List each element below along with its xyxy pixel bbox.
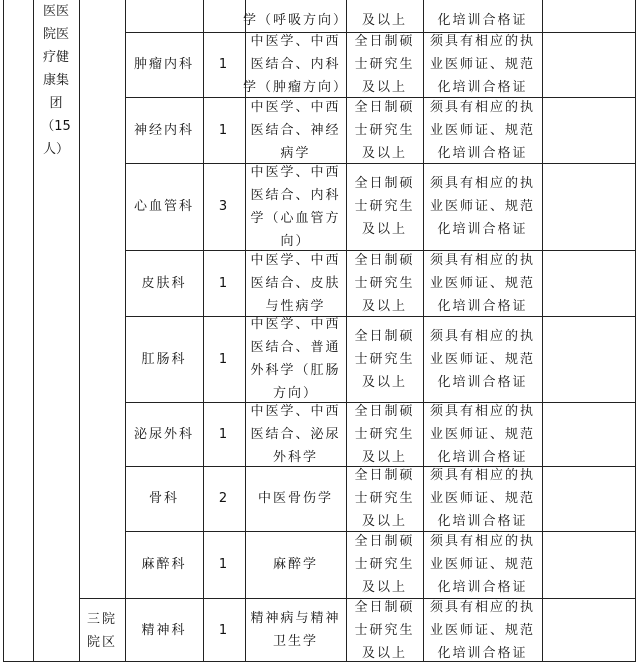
dept-cell xyxy=(125,250,203,316)
campus-name-line: 院区 xyxy=(86,635,117,650)
dept-cell xyxy=(125,402,203,466)
major-cell xyxy=(243,0,349,32)
major-cell xyxy=(245,250,346,316)
education-cell-line: 及以上 xyxy=(361,13,407,28)
major-cell xyxy=(245,97,346,163)
major-cell xyxy=(245,531,346,598)
major-cell xyxy=(245,316,346,402)
requirement-cell xyxy=(423,97,542,163)
major-cell-line: 方向） xyxy=(272,386,318,401)
count-cell xyxy=(203,598,245,662)
education-cell-line: 士研究生 xyxy=(354,57,415,72)
education-cell xyxy=(346,32,423,97)
dept-cell xyxy=(125,531,203,598)
count-cell xyxy=(203,531,245,598)
requirement-cell-line: 化培训合格证 xyxy=(437,13,528,28)
requirement-cell-line: 化培训合格证 xyxy=(437,645,528,661)
education-cell-line: 及以上 xyxy=(361,298,407,314)
education-cell-line: 及以上 xyxy=(361,449,407,465)
education-cell-line: 士研究生 xyxy=(354,557,415,572)
education-cell-line: 全日制硕 xyxy=(354,34,415,49)
dept-cell-line: 肛肠科 xyxy=(141,351,187,367)
unit-name-line: 人） xyxy=(42,142,69,157)
education-cell-line: 士研究生 xyxy=(354,491,415,506)
major-cell-line: 医结合、普通 xyxy=(250,340,341,355)
requirement-cell-line: 须具有相应的执 xyxy=(429,328,535,344)
requirement-cell-line: 须具有相应的执 xyxy=(429,403,535,419)
requirement-cell xyxy=(423,250,542,316)
campus-name xyxy=(80,600,124,662)
education-cell-line: 全日制硕 xyxy=(354,403,415,419)
count-cell-line: 3 xyxy=(218,199,230,214)
requirement-cell-line: 化培训合格证 xyxy=(437,514,528,529)
education-cell-line: 士研究生 xyxy=(354,275,415,291)
column-line xyxy=(79,0,80,662)
major-cell-line: 学（呼吸方向） xyxy=(243,13,349,28)
column-line xyxy=(635,0,636,662)
major-cell-line: 医结合、内科 xyxy=(250,57,341,72)
requirement-cell xyxy=(423,402,542,466)
requirement-cell-line: 业医师证、规范 xyxy=(429,557,535,572)
education-cell xyxy=(346,316,423,402)
count-cell-line: 1 xyxy=(218,122,230,138)
count-cell xyxy=(203,316,245,402)
major-cell-line: 中医学、中西 xyxy=(250,164,341,180)
requirement-cell-line: 须具有相应的执 xyxy=(429,599,535,615)
education-cell xyxy=(346,598,423,662)
dept-cell-line: 泌尿外科 xyxy=(133,426,194,442)
count-cell xyxy=(203,0,245,32)
major-cell-line: 向） xyxy=(280,233,311,249)
education-cell xyxy=(346,250,423,316)
dept-cell-line: 神经内科 xyxy=(133,122,194,138)
count-cell-line: 1 xyxy=(218,351,230,367)
requirement-cell xyxy=(423,598,542,662)
major-cell-line: 精神病与精神 xyxy=(250,611,341,626)
count-cell xyxy=(203,250,245,316)
requirement-cell-line: 化培训合格证 xyxy=(437,222,528,237)
major-cell-line: 中医学、中西 xyxy=(250,403,341,419)
education-cell-line: 全日制硕 xyxy=(354,328,415,344)
education-cell-line: 士研究生 xyxy=(354,122,415,138)
unit-name-line: 医医 xyxy=(42,4,69,19)
unit-name-line: 疗健 xyxy=(42,50,69,65)
education-cell-line: 全日制硕 xyxy=(354,534,415,549)
dept-cell xyxy=(125,97,203,163)
requirement-cell-line: 业医师证、规范 xyxy=(429,199,535,214)
major-cell xyxy=(243,32,349,97)
major-cell-line: 学（心血管方 xyxy=(250,210,341,226)
education-cell-line: 全日制硕 xyxy=(354,252,415,268)
dept-cell xyxy=(125,598,203,662)
count-cell xyxy=(203,32,245,97)
unit-name xyxy=(33,0,79,161)
requirement-cell-line: 须具有相应的执 xyxy=(429,534,535,549)
education-cell-line: 及以上 xyxy=(361,374,407,390)
education-cell-line: 全日制硕 xyxy=(354,99,415,115)
dept-cell-line: 骨科 xyxy=(148,491,179,506)
count-cell-line: 1 xyxy=(218,275,230,291)
major-cell-line: 中医学、中西 xyxy=(250,99,341,115)
education-cell-line: 士研究生 xyxy=(354,351,415,367)
education-cell-line: 及以上 xyxy=(361,514,407,529)
requirement-cell xyxy=(423,32,542,97)
count-cell xyxy=(203,466,245,531)
requirement-cell-line: 业医师证、规范 xyxy=(429,622,535,638)
education-cell-line: 及以上 xyxy=(361,222,407,237)
count-cell-line: 1 xyxy=(218,426,230,442)
education-cell-line: 全日制硕 xyxy=(354,599,415,615)
requirement-cell-line: 化培训合格证 xyxy=(437,298,528,314)
dept-cell xyxy=(125,163,203,250)
dept-cell-line: 麻醉科 xyxy=(141,557,187,572)
count-cell-line: 1 xyxy=(218,622,230,638)
requirement-cell-line: 业医师证、规范 xyxy=(429,491,535,506)
major-cell-line: 中医学、中西 xyxy=(250,317,341,332)
major-cell xyxy=(245,466,346,531)
requirement-cell-line: 须具有相应的执 xyxy=(429,99,535,115)
dept-cell xyxy=(125,32,203,97)
dept-cell xyxy=(125,0,203,32)
requirement-cell-line: 化培训合格证 xyxy=(437,580,528,595)
major-cell-line: 学（肿瘤方向） xyxy=(243,80,349,95)
major-cell-line: 卫生学 xyxy=(272,634,318,649)
requirement-cell-line: 须具有相应的执 xyxy=(429,34,535,49)
major-cell-line: 中医骨伤学 xyxy=(257,491,333,506)
unit-name-line: 院医 xyxy=(42,27,69,42)
major-cell xyxy=(245,598,346,662)
education-cell-line: 及以上 xyxy=(361,145,407,161)
count-cell-line: 2 xyxy=(218,491,230,506)
major-cell-line: 中医学、中西 xyxy=(250,252,341,268)
education-cell-line: 及以上 xyxy=(361,80,407,95)
count-cell xyxy=(203,163,245,250)
education-cell xyxy=(346,163,423,250)
count-cell-line: 1 xyxy=(218,557,230,572)
unit-name-line: 团 xyxy=(49,96,63,111)
requirement-cell xyxy=(423,316,542,402)
requirement-cell xyxy=(423,531,542,598)
education-cell xyxy=(346,0,423,32)
major-cell xyxy=(245,163,346,250)
requirement-cell-line: 业医师证、规范 xyxy=(429,57,535,72)
dept-cell xyxy=(125,316,203,402)
major-cell-line: 外科学 xyxy=(272,449,318,465)
column-line xyxy=(3,0,4,662)
requirement-cell-line: 化培训合格证 xyxy=(437,80,528,95)
major-cell-line: 病学 xyxy=(280,145,311,161)
major-cell-line: 医结合、皮肤 xyxy=(250,275,341,291)
requirement-cell-line: 化培训合格证 xyxy=(437,374,528,390)
requirement-cell-line: 业医师证、规范 xyxy=(429,351,535,367)
education-cell xyxy=(346,402,423,466)
dept-cell-line: 肿瘤内科 xyxy=(133,57,194,72)
requirement-cell-line: 业医师证、规范 xyxy=(429,426,535,442)
major-cell xyxy=(245,402,346,466)
requirement-cell xyxy=(423,0,542,32)
campus-name-line: 三院 xyxy=(86,612,117,627)
major-cell-line: 医结合、神经 xyxy=(250,122,341,138)
requirement-cell-line: 化培训合格证 xyxy=(437,449,528,465)
education-cell-line: 全日制硕 xyxy=(354,468,415,483)
column-line xyxy=(542,0,543,662)
requirement-cell-line: 须具有相应的执 xyxy=(429,176,535,191)
education-cell-line: 士研究生 xyxy=(354,622,415,638)
requirement-cell-line: 须具有相应的执 xyxy=(429,252,535,268)
requirement-cell-line: 化培训合格证 xyxy=(437,145,528,161)
education-cell-line: 及以上 xyxy=(361,580,407,595)
dept-cell-line: 心血管科 xyxy=(133,199,194,214)
requirement-cell-line: 业医师证、规范 xyxy=(429,122,535,138)
major-cell-line: 中医学、中西 xyxy=(250,34,341,49)
education-cell xyxy=(346,531,423,598)
education-cell xyxy=(346,466,423,531)
requirement-cell-line: 业医师证、规范 xyxy=(429,275,535,291)
dept-cell-line: 皮肤科 xyxy=(141,275,187,291)
major-cell-line: 外科学（肛肠 xyxy=(250,363,341,378)
major-cell-line: 麻醉学 xyxy=(272,557,318,572)
education-cell xyxy=(346,97,423,163)
unit-name-line: （15 xyxy=(41,119,71,134)
count-cell xyxy=(203,402,245,466)
education-cell-line: 及以上 xyxy=(361,645,407,661)
major-cell-line: 与性病学 xyxy=(265,298,326,314)
education-cell-line: 士研究生 xyxy=(354,426,415,442)
education-cell-line: 士研究生 xyxy=(354,199,415,214)
requirement-cell xyxy=(423,466,542,531)
requirement-cell-line: 须具有相应的执 xyxy=(429,468,535,483)
dept-cell-line: 精神科 xyxy=(141,622,187,638)
major-cell-line: 医结合、泌尿 xyxy=(250,426,341,442)
count-cell xyxy=(203,97,245,163)
major-cell-line: 医结合、内科 xyxy=(250,187,341,203)
requirement-cell xyxy=(423,163,542,250)
unit-name-line: 康集 xyxy=(42,73,69,88)
dept-cell xyxy=(125,466,203,531)
count-cell-line: 1 xyxy=(218,57,230,72)
education-cell-line: 全日制硕 xyxy=(354,176,415,191)
